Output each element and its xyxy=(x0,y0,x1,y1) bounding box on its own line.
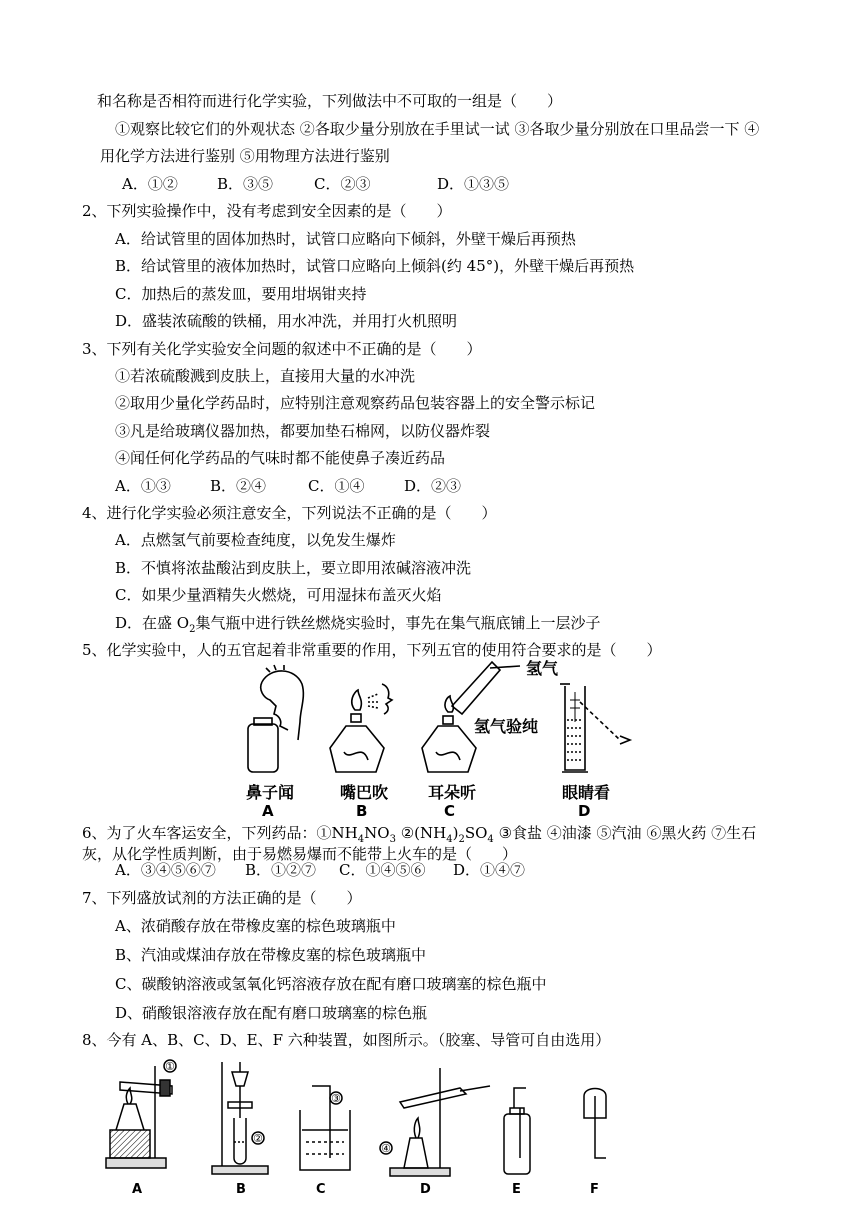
letter: B xyxy=(356,802,368,820)
option: C．①④ xyxy=(308,477,365,495)
q1-item-line: ①观察比较它们的外观状态 ②各取少量分别放在手里试一试 ③各取少量分别放在口里品尝一下 ④ xyxy=(115,120,760,138)
q7-option-b: B、汽油或煤油存放在带橡皮塞的棕色玻璃瓶中 xyxy=(115,946,427,964)
option: D．①③⑤ xyxy=(437,175,510,193)
letter: B xyxy=(236,1182,246,1197)
q4-option-c: C．如果少量酒精失火燃烧，可用湿抹布盖灭火焰 xyxy=(115,586,442,604)
apparatus-a-icon xyxy=(106,1060,176,1168)
q5-stem: 5、化学实验中，人的五官起着非常重要的作用，下列五官的使用符合要求的是（ ） xyxy=(82,641,662,659)
q3-statement: ④闻任何化学药品的气味时都不能使鼻子凑近药品 xyxy=(115,449,446,467)
letter: F xyxy=(590,1182,599,1197)
option: A．①③ xyxy=(115,477,171,495)
q7-option-d: D、硝酸银溶液存放在配有磨口玻璃塞的棕色瓶 xyxy=(115,1004,428,1022)
letter: A xyxy=(132,1182,143,1197)
q3-statement: ②取用少量化学药品时，应特别注意观察药品包装容器上的安全警示标记 xyxy=(115,394,596,412)
apparatus-f-icon xyxy=(584,1089,606,1159)
q2-option-d: D．盛装浓硫酸的铁桶，用水冲洗，并用打火机照明 xyxy=(115,312,458,330)
q4-stem: 4、进行化学实验必须注意安全，下列说法不正确的是（ ） xyxy=(82,504,497,522)
q8-figure xyxy=(100,1058,660,1198)
mark: ③ xyxy=(331,1092,341,1105)
option: B．②④ xyxy=(210,477,267,495)
caption: 嘴巴吹 xyxy=(340,783,389,802)
q1-stem-continued: 和名称是否相符而进行化学实验，下列做法中不可取的一组是（ ） xyxy=(97,92,563,110)
letter: E xyxy=(512,1182,521,1197)
graduated-cylinder-icon xyxy=(560,684,630,772)
apparatus-b-icon xyxy=(212,1062,268,1174)
option: A．①② xyxy=(122,175,178,193)
option: D．①④⑦ xyxy=(453,861,526,879)
option: C．②③ xyxy=(314,175,371,193)
q5-figure xyxy=(240,659,660,820)
q3-statement: ③凡是给玻璃仪器加热，都要加垫石棉网，以防仪器炸裂 xyxy=(115,422,491,440)
q2-option-a: A．给试管里的固体加热时，试管口应略向下倾斜，外壁干燥后再预热 xyxy=(115,230,576,248)
q8-stem: 8、今有 A、B、C、D、E、F 六种装置，如图所示。（胶塞、导管可自由选用） xyxy=(82,1031,611,1049)
caption: 眼睛看 xyxy=(562,783,611,802)
option: B．①②⑦ xyxy=(245,861,317,879)
option: D．②③ xyxy=(404,477,462,495)
mark: ④ xyxy=(381,1142,391,1155)
q4-option-b: B．不慎将浓盐酸沾到皮肤上，要立即用浓碱溶液冲洗 xyxy=(115,559,472,577)
apparatus-e-icon xyxy=(504,1088,530,1174)
caption: 鼻子闻 xyxy=(246,783,295,802)
q2-option-b: B．给试管里的液体加热时，试管口应略向上倾斜(约 45°)，外壁干燥后再预热 xyxy=(115,257,635,275)
apparatus-d-icon xyxy=(380,1068,490,1176)
hydrogen-test-label: 氢气验纯 xyxy=(474,717,539,736)
option: C．①④⑤⑥ xyxy=(339,861,426,879)
letter: A xyxy=(262,802,274,820)
option: B．③⑤ xyxy=(217,175,274,193)
mark: ① xyxy=(165,1060,175,1073)
q8-marks xyxy=(165,1060,391,1155)
letter: C xyxy=(444,802,456,820)
q2-option-c: C．加热后的蒸发皿，要用坩埚钳夹持 xyxy=(115,285,367,303)
q7-stem: 7、下列盛放试剂的方法正确的是（ ） xyxy=(82,889,362,907)
caption: 耳朵听 xyxy=(428,783,477,802)
q6-stem-line2: 灰，从化学性质判断，由于易燃易爆而不能带上火车的是（ ） xyxy=(82,845,518,863)
q7-option-a: A、浓硝酸存放在带橡皮塞的棕色玻璃瓶中 xyxy=(115,917,396,935)
apparatus-c-icon xyxy=(300,1086,350,1170)
q4-option-d: D．在盛 $O_2$集气瓶中进行铁丝燃烧实验时，事先在集气瓶底铺上一层沙子 xyxy=(115,614,601,635)
q6-stem: 6、为了火车客运安全，下列药品：$①NH_4NO_3$ $②(NH_4)_2SO_4$ ③食盐 ④油漆 ⑤汽油 ⑥黑火药 ⑦生石 xyxy=(82,824,757,845)
q3-stem: 3、下列有关化学实验安全问题的叙述中不正确的是（ ） xyxy=(82,340,482,358)
head-smelling-icon xyxy=(248,665,303,772)
q4-option-a: A．点燃氢气前要检查纯度，以免发生爆炸 xyxy=(115,531,396,549)
letter: C xyxy=(316,1182,326,1197)
q5-captions xyxy=(246,783,610,820)
letter: D xyxy=(578,802,591,820)
mark: ② xyxy=(253,1132,263,1145)
q7-option-c: C、碳酸钠溶液或氢氧化钙溶液存放在配有磨口玻璃塞的棕色瓶中 xyxy=(115,975,547,993)
q8-letters xyxy=(132,1182,599,1197)
q3-statement: ①若浓硫酸溅到皮肤上，直接用大量的水冲洗 xyxy=(115,367,416,385)
hydrogen-label: 氢气 xyxy=(526,659,559,678)
q2-stem: 2、下列实验操作中，没有考虑到安全因素的是（ ） xyxy=(82,202,452,220)
option: A．③④⑤⑥⑦ xyxy=(115,861,216,879)
q1-item-line: 用化学方法进行鉴别 ⑤用物理方法进行鉴别 xyxy=(100,147,390,165)
letter: D xyxy=(420,1182,431,1197)
mouth-blowing-lamp-icon xyxy=(330,684,392,772)
